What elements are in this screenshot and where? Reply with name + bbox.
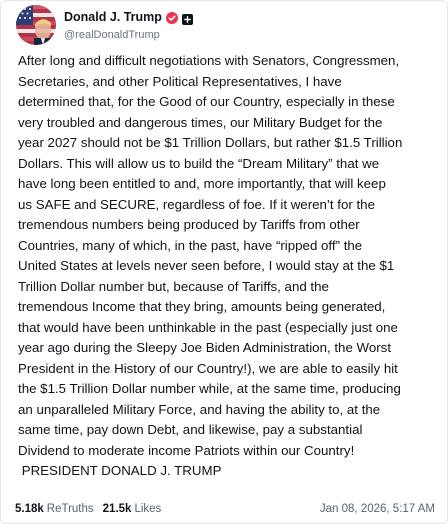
retruths-label[interactable]: ReTruths	[46, 503, 94, 515]
author-handle[interactable]: @realDonaldTrump	[64, 29, 160, 41]
retruths-count[interactable]: 5.18k	[15, 503, 44, 515]
square-plus-icon[interactable]	[182, 12, 193, 23]
post-footer	[15, 503, 435, 515]
post-timestamp[interactable]: Jan 08, 2026, 5:17 AM	[319, 503, 435, 515]
post-text: After long and difficult negotiations with Senators, Congressmen, Secretaries, and other Political Representatives, I have determined that, for the Good of our Country, especially in these very troubled and dangerous times, our Military Budget for the year 2027 should not be $1 Trillion Dollars, but rather $1.5 Trillion Dollars. This will allow us to build the “Dream Military” that we have long been entitled to and, more importantly, that will keep us SAFE and SECURE, regardless of foe. If it weren’t for the tremendous numbers being produced by Tariffs from other Countries, many of which, in the past, have “ripped off” the United States at levels never seen before, I would stay at the $1 Trillion Dollar number but, because of Tariffs, and the tremendous Income that they bring, amounts being generated, that would have been unthinkable in the past (especially just one year ago during the Sleepy Joe Biden Administration, the Worst President in the History of our Country!), we are able to easily hit the $1.5 Trillion Dollar number while, at the same time, producing an unparalleled Military Force, and having the ability to, at the same time, pay down Debt, and likewise, pay a substantial Dividend to moderate income Patriots within our Country! PRESIDENT DONALD J. TRUMP	[18, 53, 403, 478]
display-name[interactable]: Donald J. Trump	[64, 10, 162, 24]
author-names	[64, 9, 193, 41]
name-row	[64, 9, 193, 25]
likes-label[interactable]: Likes	[134, 503, 162, 515]
verified-badge-icon	[166, 11, 178, 23]
avatar-flag-icon	[16, 5, 56, 45]
likes-count[interactable]: 21.5k	[102, 503, 132, 515]
post-header	[16, 5, 193, 45]
avatar[interactable]	[16, 5, 56, 45]
